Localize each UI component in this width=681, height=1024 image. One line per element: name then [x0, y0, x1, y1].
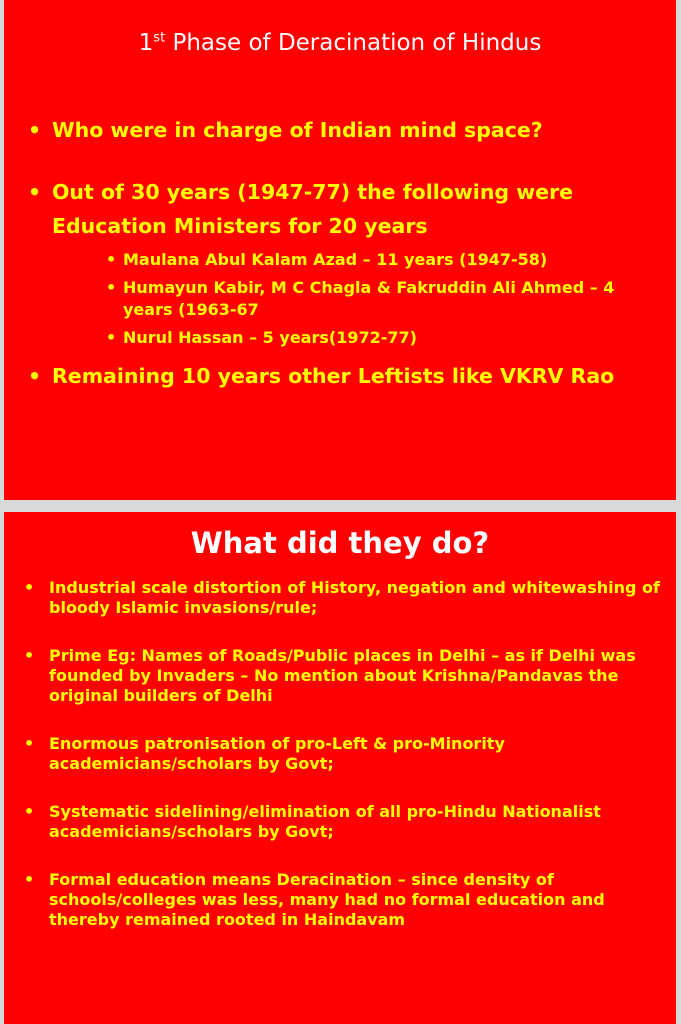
bullet-item: • Systematic sidelining/elimination of all pro-Hindu Nationalist academicians/scholars by Govt; [22, 802, 662, 842]
bullet-item: • Enormous patronisation of pro-Left & pro-Minority academicians/scholars by Govt; [22, 734, 662, 774]
slide-1-bullet-list [28, 113, 658, 393]
slide-2 [4, 512, 676, 1024]
slide-1 [4, 0, 676, 500]
sub-bullet-item: • Nurul Hassan – 5 years(1972-77) [28, 327, 658, 349]
bullet-item: • Prime Eg: Names of Roads/Public places in Delhi – as if Delhi was founded by Invaders – No mention about Krishna/Pandavas the original builders of Delhi [22, 646, 662, 706]
bullet-item: • Industrial scale distortion of History, negation and whitewashing of bloody Islamic invasions/rule; [22, 578, 662, 618]
title-superscript: st [153, 30, 166, 46]
slide-2-title: What did they do? [190, 526, 490, 560]
title-number: 1 [138, 30, 154, 56]
slide-1-title [4, 30, 676, 56]
bullet-item: • Who were in charge of Indian mind space? [28, 113, 658, 147]
bullet-item: • Remaining 10 years other Leftists like VKRV Rao [28, 359, 658, 393]
sub-bullet-item: • Humayun Kabir, M C Chagla & Fakruddin Ali Ahmed – 4 years (1963-67 [28, 277, 658, 321]
sub-bullet-item: • Maulana Abul Kalam Azad – 11 years (1947-58) [28, 249, 658, 271]
slide-2-bullet-list [22, 578, 662, 958]
bullet-item: • Out of 30 years (1947-77) the following were Education Ministers for 20 years [28, 175, 658, 243]
bullet-item: • Formal education means Deracination – since density of schools/colleges was less, many had no formal education and thereby remained rooted in Haindavam [22, 870, 662, 930]
title-text: Phase of Deracination of Hindus [165, 30, 542, 56]
